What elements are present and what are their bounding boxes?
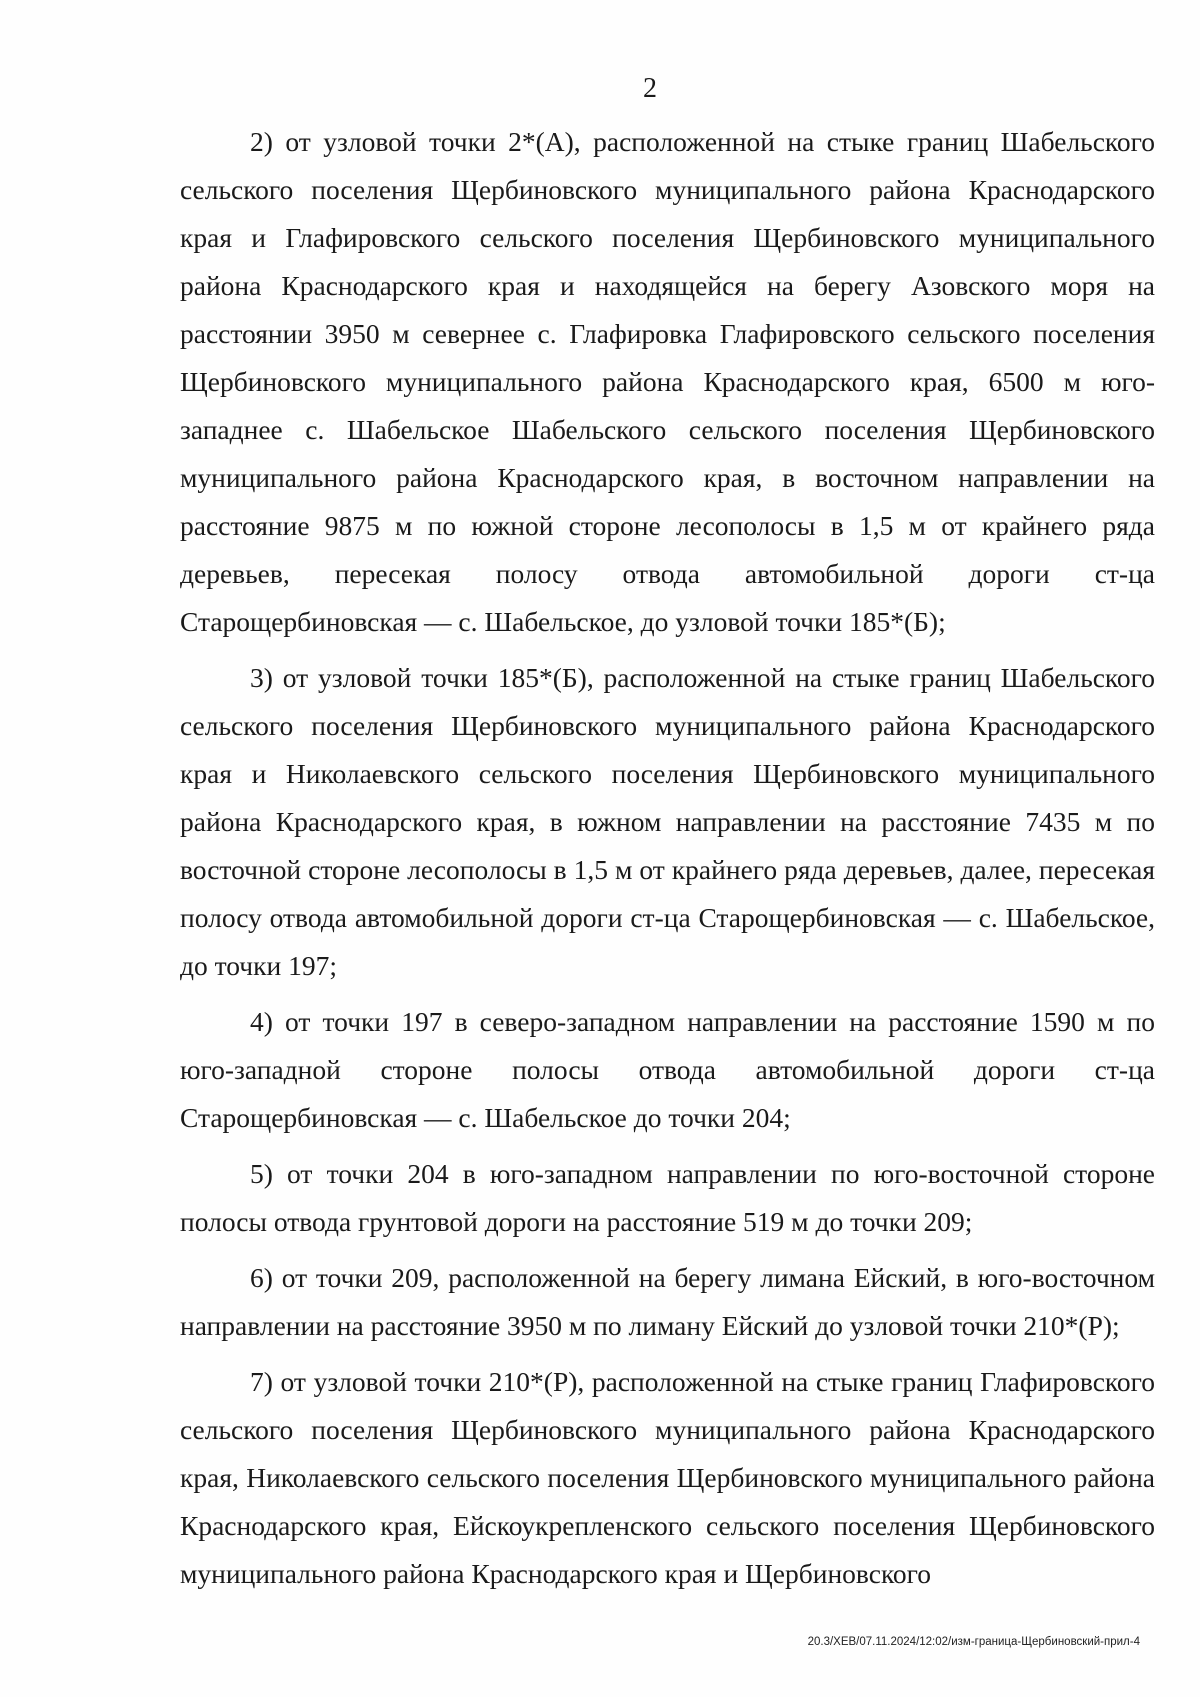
document-body xyxy=(180,118,1155,1606)
paragraph-item-3: 3) от узловой точки 185*(Б), расположенной на стыке границ Шабельского сельского поселения Щербиновского муниципального района Краснодарского края и Николаевского сельского поселения Щербиновского муниципального района Краснодарского края, в южном направлении на расстояние 7435 м по восточной стороне лесополосы в 1,5 м от крайнего ряда деревьев, далее, пересекая полосу отвода автомобильной дороги ст-ца Старощербиновская — с. Шабельское, до точки 197; xyxy=(180,662,1155,981)
paragraph-item-6: 6) от точки 209, расположенной на берегу лимана Ейский, в юго-восточном направлении на расстояние 3950 м по лиману Ейский до узловой точки 210*(Р); xyxy=(180,1262,1155,1341)
paragraph-item-7: 7) от узловой точки 210*(Р), расположенной на стыке границ Глафировского сельского поселения Щербиновского муниципального района Краснодарского края, Николаевского сельского поселения Щербиновского муниципального района Краснодарского края, Ейскоукрепленского сельского поселения Щербиновского муниципального района Краснодарского края и Щербиновского xyxy=(180,1366,1155,1589)
paragraph-item-5: 5) от точки 204 в юго-западном направлении по юго-восточной стороне полосы отвода грунтовой дороги на расстояние 519 м до точки 209; xyxy=(180,1158,1155,1237)
document-footer-code: 20.3/ХЕВ/07.11.2024/12:02/изм-граница-Щербиновский-прил-4 xyxy=(807,1636,1140,1648)
page-number: 2 xyxy=(643,73,657,104)
paragraph-item-4: 4) от точки 197 в северо-западном направлении на расстояние 1590 м по юго-западной стороне полосы отвода автомобильной дороги ст-ца Старощербиновская — с. Шабельское до точки 204; xyxy=(180,1006,1155,1133)
paragraph-item-2: 2) от узловой точки 2*(А), расположенной на стыке границ Шабельского сельского поселения Щербиновского муниципального района Краснодарского края и Глафировского сельского поселения Щербиновского муниципального района Краснодарского края и находящейся на берегу Азовского моря на расстоянии 3950 м севернее с. Глафировка Глафировского сельского поселения Щербиновского муниципального района Краснодарского края, 6500 м юго-западнее с. Шабельское Шабельского сельского поселения Щербиновского муниципального района Краснодарского края, в восточном направлении на расстояние 9875 м по южной стороне лесополосы в 1,5 м от крайнего ряда деревьев, пересекая полосу отвода автомобильной дороги ст-ца Старощербиновская — с. Шабельское, до узловой точки 185*(Б); xyxy=(180,126,1155,637)
